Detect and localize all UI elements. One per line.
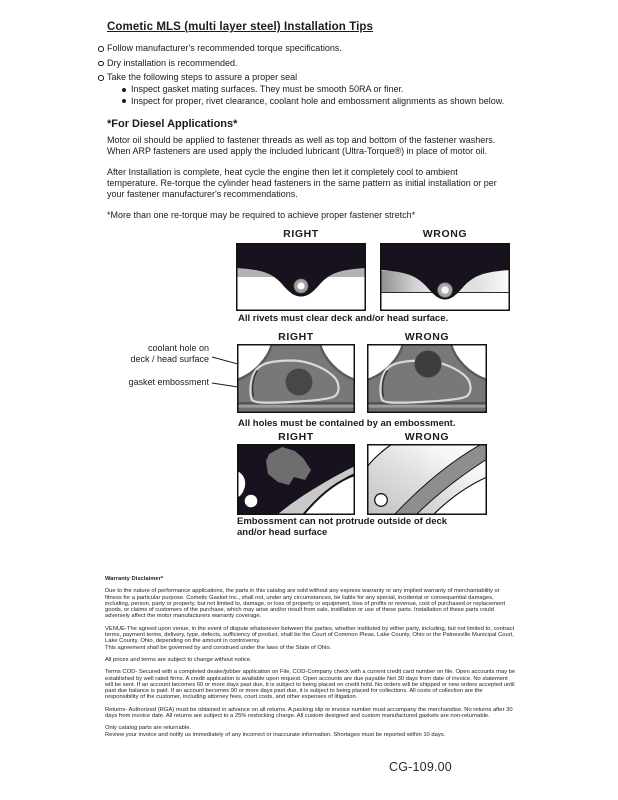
sub-tips-list [107,84,511,107]
disclaimer-paragraph: Returns- Authorized (RGA) must be obtained in advance on all returns. A packing slip or invoice number must accompany the merchandise. No returns after 30 days from invoice date. All returns are subject to a 25% restocking charge. All custom designed and custom manufactured gaskets are non-returnable. [105,706,513,720]
list-item [107,84,511,95]
list-item [107,96,511,107]
disclaimer-paragraph: VENUE-The agreed upon venue, in the event of dispute whatsoever between the parties, whether instituted by either party, including, but not limited to, contract terms, payment terms, delivery, type, defects, sufficiency of product, shall be the Court of Common Pleas, Lake County, Ohio or the Painesville Municipal Court, Lake County, Ohio, depending on the amount in controversy. [105,625,515,645]
tip-text: Take the following steps to assure a proper seal [107,72,298,82]
row2-caption: All holes must be contained by an embossment. [238,418,456,429]
sub-tip-text: Inspect for proper, rivet clearance, coolant hole and embossment alignments as shown below. [131,95,505,106]
rivet-clearance-wrong-figure [380,243,510,311]
row2-right-label: RIGHT [278,331,314,343]
protrusion-wrong-figure [367,444,487,515]
tips-list [97,43,511,107]
disclaimer-paragraph: Only catalog parts are returnable. [105,725,192,732]
row3-caption: Embossment can not protrude outside of deck and/or head surface [237,516,448,538]
row1-wrong-label: WRONG [422,228,468,240]
diesel-paragraph-1: Motor oil should be applied to fastener threads as well as top and bottom of the fastener washers. When ARP fasteners are used apply the included lubricant (Ultra-Torque®) in place of motor oil. [107,134,496,156]
tip-text: Dry installation is recommended. [107,57,238,68]
list-item [97,72,511,107]
row3-right-label: RIGHT [278,431,314,443]
filled-bullet-icon [122,99,126,103]
disclaimer-heading: Warranty Disclaimer* [105,576,164,582]
retorque-note: *More than one re-torque may be required to achieve proper fastener stretch* [107,209,416,220]
open-bullet-icon [98,46,104,52]
tip-text: Follow manufacturer's recommended torque specifications. [107,43,342,53]
open-bullet-icon [98,75,104,81]
embossment-right-figure [237,344,355,413]
disclaimer-paragraph: Due to the nature of performance applications, the parts in this catalog are sold without any express warranty or any implied warranty of merchantability or fitness for a particular purpose. Cometic Gasket Inc., shall not, under any circumstances, be liable for any special, incidental or consequential damages, including, person, party or property, but not limited to, damage, or loss of property or equipment, loss of profits or revenue, cost of purchased or replacement goods, or claims of customers of the purchase, which may arise and/or result from sale, instillation or use of these parts. Installation of these parts could adversely affect the motor manufacturers warranty coverage. [105,588,506,620]
row1-caption: All rivets must clear deck and/or head surface. [238,313,449,324]
rivet-clearance-right-figure [236,243,366,311]
embossment-wrong-figure [367,344,487,413]
row2-wrong-label: WRONG [404,331,450,343]
list-item [97,43,511,54]
page-title: Cometic MLS (multi layer steel) Installation Tips [107,21,374,33]
filled-bullet-icon [122,88,126,92]
row1-right-label: RIGHT [283,228,319,240]
row3-wrong-label: WRONG [404,431,450,443]
page-number: CG-109.00 [389,760,452,774]
main-content [97,20,511,221]
sub-tip-text: Inspect gasket mating surfaces. They must be smooth 50RA or finer. [131,84,404,94]
disclaimer-paragraph: Terms COD- Secured with a completed dealer/jobber application on File, COD-Company check with a current credit card number on file. Open accounts may be established by well rated firms. A credit application is available upon request. Open accounts are due payable Net 30 days from date of invoice. No statement will be sent. If an account becomes 60 or more days past due, it is subject to being placed on credit hold. No orders will be shipped or new orders accepted until past due balance is paid. If an account becomes 90 or more days past due, it is subject to being placed for collections. All costs of collection are the responsibility of the customer, including attorney fees, court costs, and other expenses of litigation. [105,669,516,701]
disclaimer-paragraph: This agreement shall be governed by and construed under the laws of the State of Ohio. [105,644,332,651]
open-bullet-icon [98,61,104,67]
coolant-hole-label: coolant hole on deck / head surface [130,343,209,364]
gasket-embossment-label: gasket embossment [128,377,209,387]
list-item [97,58,511,69]
diesel-paragraph-2: After Installation is complete, heat cycle the engine then let it completely cool to ambient temperature. Re-torque the cylinder head fasteners in the same pattern as initial installation or per your fastener manufacturer's recommendations. [107,166,497,199]
diesel-section-heading: *For Diesel Applications* [107,117,238,130]
warranty-disclaimer [105,576,517,744]
disclaimer-paragraph: Review your invoice and notify us immediately of any incorrect or inaccurate information. Shortages must be reported within 10 days. [105,731,446,738]
protrusion-right-figure [237,444,355,515]
disclaimer-paragraph: All prices and terms are subject to change without notice. [105,656,252,663]
